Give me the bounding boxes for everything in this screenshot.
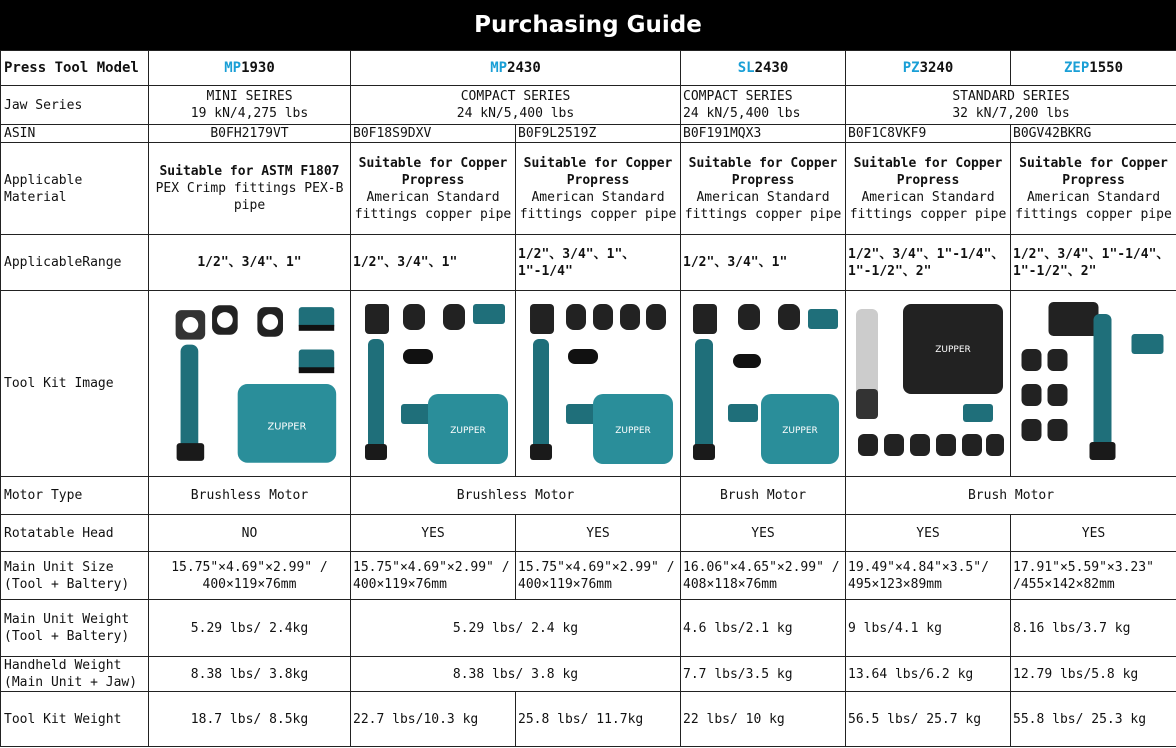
svg-text:ZUPPER: ZUPPER — [267, 420, 307, 432]
range-4: 1/2"、3/4"、1" — [681, 235, 846, 291]
title-text: Purchasing Guide — [474, 12, 702, 38]
kit-6: 55.8 lbs/ 25.3 kg — [1011, 692, 1176, 747]
model-1: MP1930 — [149, 51, 351, 86]
model-2: MP2430 — [351, 51, 681, 86]
head-5: YES — [846, 515, 1011, 552]
label-motor: Motor Type — [1, 477, 149, 515]
model-4: PZ3240 — [846, 51, 1011, 86]
weight-1: 5.29 lbs/ 2.4kg — [149, 600, 351, 657]
handheld-3: 7.7 lbs/3.5 kg — [681, 657, 846, 692]
jaw-2: COMPACT SERIES 24 kN/5,400 lbs — [351, 86, 681, 125]
kit-image-5 — [846, 291, 1011, 477]
label-model: Press Tool Model — [1, 51, 149, 86]
head-2: YES — [351, 515, 516, 552]
range-2: 1/2"、3/4"、1" — [351, 235, 516, 291]
size-1: 15.75"×4.69"×2.99" / 400×119×76mm — [149, 552, 351, 600]
label-weight: Main Unit Weight (Tool + Baltery) — [1, 600, 149, 657]
svg-text:ZUPPER: ZUPPER — [615, 425, 651, 436]
label-asin: ASIN — [1, 125, 149, 143]
kit-5: 56.5 lbs/ 25.7 kg — [846, 692, 1011, 747]
model-3: SL2430 — [681, 51, 846, 86]
asin-2: B0F18S9DXV — [351, 125, 516, 143]
size-6: 17.91"×5.59"×3.23" /455×142×82mm — [1011, 552, 1176, 600]
motor-2: Brushless Motor — [351, 477, 681, 515]
handheld-4: 13.64 lbs/6.2 kg — [846, 657, 1011, 692]
material-3: Suitable for Copper Propress American Standard fittings copper pipe — [516, 143, 681, 235]
size-5: 19.49"×4.84"×3.5"/ 495×123×89mm — [846, 552, 1011, 600]
head-1: NO — [149, 515, 351, 552]
asin-5: B0F1C8VKF9 — [846, 125, 1011, 143]
label-jaw: Jaw Series — [1, 86, 149, 125]
material-2: Suitable for Copper Propress American Standard fittings copper pipe — [351, 143, 516, 235]
svg-text:ZUPPER: ZUPPER — [450, 425, 486, 436]
row-range — [1, 235, 1176, 291]
row-kit-weight — [1, 692, 1176, 747]
kit-1: 18.7 lbs/ 8.5kg — [149, 692, 351, 747]
kit-4: 22 lbs/ 10 kg — [681, 692, 846, 747]
motor-3: Brush Motor — [681, 477, 846, 515]
page-title — [0, 0, 1176, 50]
material-1: Suitable for ASTM F1807 PEX Crimp fittings PEX-B pipe — [149, 143, 351, 235]
jaw-3: COMPACT SERIES 24 kN/5,400 lbs — [681, 86, 846, 125]
row-size — [1, 552, 1176, 600]
row-handheld — [1, 657, 1176, 692]
press-tool-kit-illustration — [518, 294, 678, 474]
range-6: 1/2"、3/4"、1"-1/4"、1"-1/2"、2" — [1011, 235, 1176, 291]
row-weight — [1, 600, 1176, 657]
svg-text:ZUPPER: ZUPPER — [782, 425, 818, 436]
press-tool-kit-illustration — [683, 294, 843, 474]
row-head — [1, 515, 1176, 552]
range-1: 1/2"、3/4"、1" — [149, 235, 351, 291]
asin-6: B0GV42BKRG — [1011, 125, 1176, 143]
row-asin — [1, 125, 1176, 143]
row-model — [1, 51, 1176, 86]
kit-3: 25.8 lbs/ 11.7kg — [516, 692, 681, 747]
kit-image-4 — [681, 291, 846, 477]
press-tool-kit-illustration — [848, 294, 1008, 474]
head-6: YES — [1011, 515, 1176, 552]
asin-3: B0F9L2519Z — [516, 125, 681, 143]
material-6: Suitable for Copper Propress American Standard fittings copper pipe — [1011, 143, 1176, 235]
kit-2: 22.7 lbs/10.3 kg — [351, 692, 516, 747]
size-4: 16.06"×4.65"×2.99" / 408×118×76mm — [681, 552, 846, 600]
head-3: YES — [516, 515, 681, 552]
handheld-1: 8.38 lbs/ 3.8kg — [149, 657, 351, 692]
material-5: Suitable for Copper Propress American Standard fittings copper pipe — [846, 143, 1011, 235]
range-3: 1/2"、3/4"、1"、1"-1/4" — [516, 235, 681, 291]
jaw-1: MINI SEIRES 19 kN/4,275 lbs — [149, 86, 351, 125]
model-5: ZEP1550 — [1011, 51, 1176, 86]
label-image: Tool Kit Image — [1, 291, 149, 477]
weight-2: 5.29 lbs/ 2.4 kg — [351, 600, 681, 657]
motor-1: Brushless Motor — [149, 477, 351, 515]
size-2: 15.75"×4.69"×2.99" / 400×119×76mm — [351, 552, 516, 600]
kit-image-6 — [1011, 291, 1176, 477]
kit-image-1 — [149, 291, 351, 477]
asin-1: B0FH2179VT — [149, 125, 351, 143]
svg-text:ZUPPER: ZUPPER — [935, 344, 971, 355]
label-size: Main Unit Size (Tool + Baltery) — [1, 552, 149, 600]
kit-image-2 — [351, 291, 516, 477]
label-head: Rotatable Head — [1, 515, 149, 552]
press-tool-kit-illustration — [353, 294, 513, 474]
handheld-2: 8.38 lbs/ 3.8 kg — [351, 657, 681, 692]
kit-image-3 — [516, 291, 681, 477]
asin-4: B0F191MQX3 — [681, 125, 846, 143]
row-jaw — [1, 86, 1176, 125]
label-range: ApplicableRange — [1, 235, 149, 291]
head-4: YES — [681, 515, 846, 552]
row-motor — [1, 477, 1176, 515]
material-4: Suitable for Copper Propress American Standard fittings copper pipe — [681, 143, 846, 235]
row-image — [1, 291, 1176, 477]
comparison-table — [0, 50, 1176, 747]
weight-5: 8.16 lbs/3.7 kg — [1011, 600, 1176, 657]
motor-4: Brush Motor — [846, 477, 1176, 515]
label-kit: Tool Kit Weight — [1, 692, 149, 747]
handheld-5: 12.79 lbs/5.8 kg — [1011, 657, 1176, 692]
jaw-4: STANDARD SERIES 32 kN/7,200 lbs — [846, 86, 1176, 125]
size-3: 15.75"×4.69"×2.99" / 400×119×76mm — [516, 552, 681, 600]
label-handheld: Handheld Weight (Main Unit + Jaw) — [1, 657, 149, 692]
row-material — [1, 143, 1176, 235]
press-tool-kit-illustration — [151, 294, 348, 474]
range-5: 1/2"、3/4"、1"-1/4"、1"-1/2"、2" — [846, 235, 1011, 291]
weight-3: 4.6 lbs/2.1 kg — [681, 600, 846, 657]
weight-4: 9 lbs/4.1 kg — [846, 600, 1011, 657]
label-material: Applicable Material — [1, 143, 149, 235]
press-tool-kit-illustration — [1013, 294, 1174, 474]
